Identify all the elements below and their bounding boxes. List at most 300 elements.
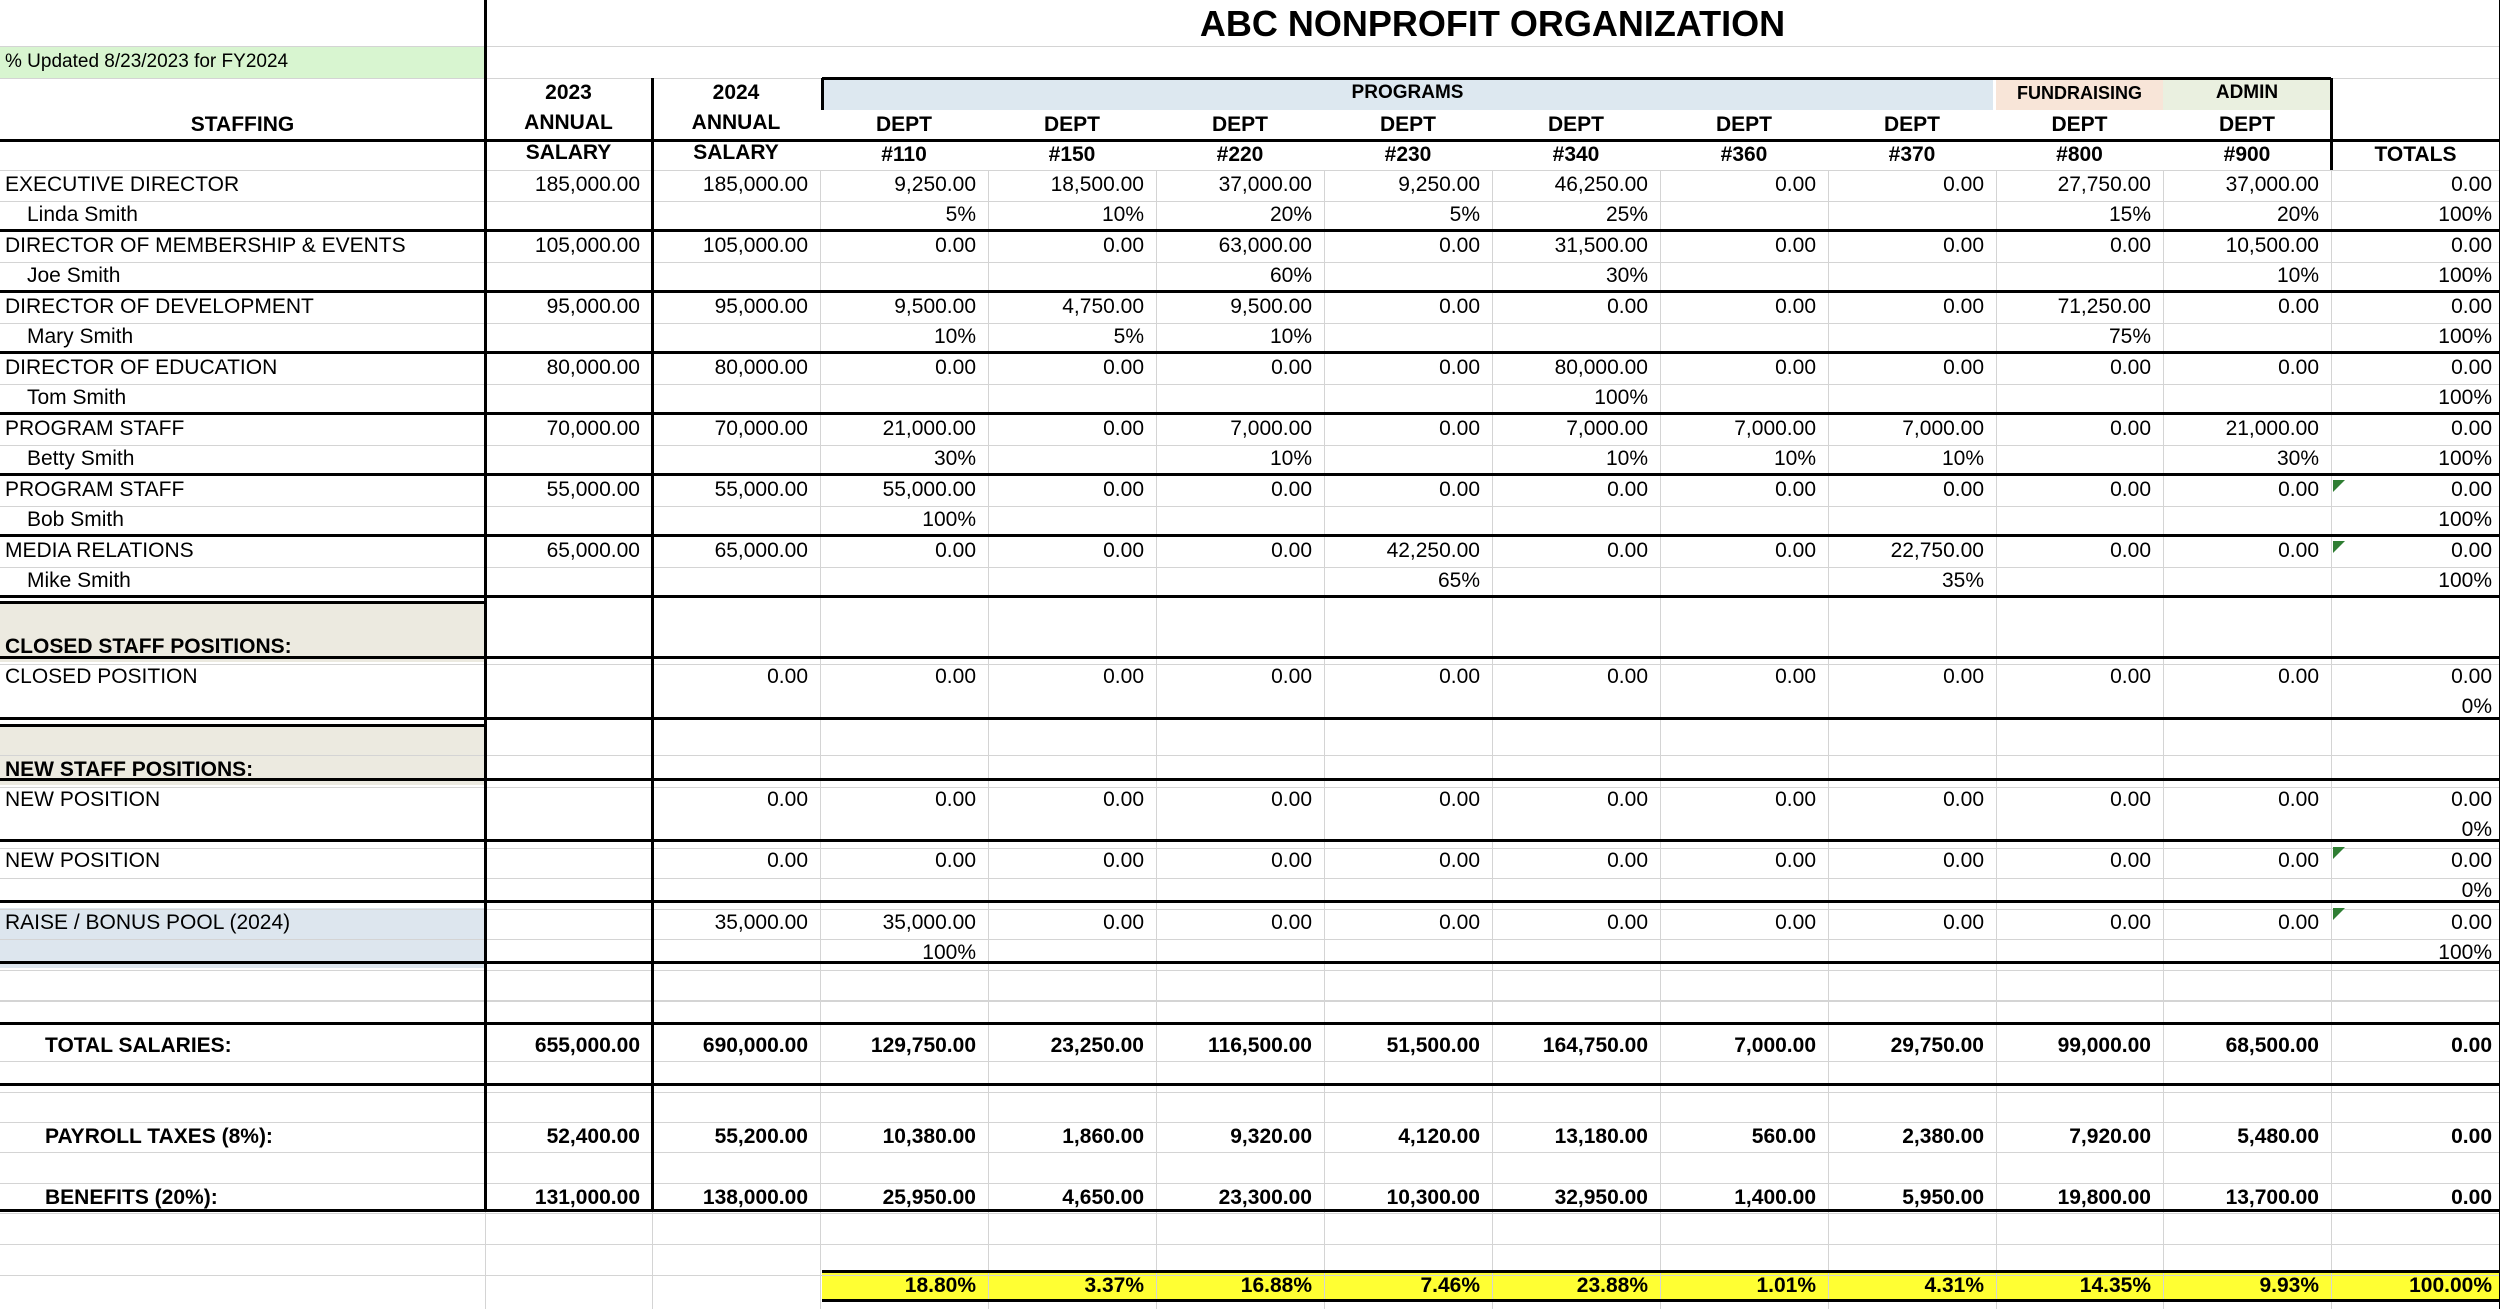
dept-value[interactable]: 0.00: [1943, 234, 1984, 257]
dept-header[interactable]: DEPT: [875, 113, 932, 136]
dept-percent[interactable]: [1828, 505, 1996, 535]
dept-header[interactable]: #370: [1888, 143, 1936, 166]
row-total-percent[interactable]: 0%: [2461, 879, 2492, 902]
grand-total[interactable]: 0.00: [2451, 1034, 2492, 1057]
dept-value[interactable]: 42,250.00: [1386, 539, 1480, 562]
new-section-label[interactable]: NEW STAFF POSITIONS:: [5, 758, 254, 781]
row-total[interactable]: 0.00: [2451, 665, 2492, 688]
dept-percent[interactable]: [988, 383, 1156, 413]
total-2024[interactable]: 690,000.00: [702, 1034, 808, 1057]
staff-title[interactable]: MEDIA RELATIONS: [5, 539, 194, 562]
dept-percent[interactable]: 100%: [1594, 386, 1648, 409]
dept-total[interactable]: 13,700.00: [2225, 1186, 2319, 1209]
dept-value[interactable]: 0.00: [1439, 788, 1480, 811]
dept-header[interactable]: DEPT: [2051, 113, 2108, 136]
staff-name[interactable]: Mike Smith: [27, 569, 131, 592]
salary-2023[interactable]: 105,000.00: [534, 234, 640, 257]
dept-value[interactable]: 0.00: [1943, 665, 1984, 688]
dept-value[interactable]: 0.00: [1103, 911, 1144, 934]
admin-header[interactable]: ADMIN: [2215, 82, 2279, 103]
total-2023[interactable]: 131,000.00: [534, 1186, 640, 1209]
dept-total[interactable]: 99,000.00: [2057, 1034, 2151, 1057]
dept-share-percent[interactable]: 23.88%: [1576, 1274, 1648, 1297]
dept-value[interactable]: 37,000.00: [2225, 173, 2319, 196]
dept-header[interactable]: #230: [1384, 143, 1432, 166]
dept-percent[interactable]: 5%: [1449, 203, 1480, 226]
dept-value[interactable]: 0.00: [935, 539, 976, 562]
dept-value[interactable]: 0.00: [1775, 911, 1816, 934]
dept-percent[interactable]: 30%: [2276, 447, 2319, 470]
dept-value[interactable]: 0.00: [935, 356, 976, 379]
dept-value[interactable]: 0.00: [2278, 295, 2319, 318]
dept-value[interactable]: 71,250.00: [2057, 295, 2151, 318]
dept-percent[interactable]: 20%: [1269, 203, 1312, 226]
dept-value[interactable]: 0.00: [1607, 539, 1648, 562]
total-label[interactable]: BENEFITS (20%):: [45, 1186, 218, 1209]
dept-percent[interactable]: [1324, 444, 1492, 474]
dept-percent[interactable]: [988, 566, 1156, 596]
dept-percent[interactable]: 10%: [1773, 447, 1816, 470]
dept-value[interactable]: 0.00: [1607, 911, 1648, 934]
staffing-header[interactable]: STAFFING: [190, 113, 295, 136]
dept-value[interactable]: 0.00: [935, 788, 976, 811]
dept-value[interactable]: 10,500.00: [2225, 234, 2319, 257]
dept-header[interactable]: #360: [1720, 143, 1768, 166]
dept-share-percent[interactable]: 18.80%: [904, 1274, 976, 1297]
staff-title[interactable]: DIRECTOR OF MEMBERSHIP & EVENTS: [5, 234, 406, 257]
dept-value[interactable]: 9,500.00: [1230, 295, 1312, 318]
dept-value[interactable]: 0.00: [2278, 849, 2319, 872]
dept-total[interactable]: 129,750.00: [870, 1034, 976, 1057]
dept-value[interactable]: 0.00: [2278, 478, 2319, 501]
dept-percent[interactable]: [1492, 566, 1660, 596]
dept-value[interactable]: 0.00: [1271, 788, 1312, 811]
dept-value[interactable]: 7,000.00: [1230, 417, 1312, 440]
dept-percent[interactable]: [2163, 505, 2331, 535]
salary-2023[interactable]: 95,000.00: [546, 295, 640, 318]
dept-value[interactable]: 0.00: [1943, 788, 1984, 811]
dept-total[interactable]: 9,320.00: [1230, 1125, 1312, 1148]
dept-percent[interactable]: 100%: [922, 508, 976, 531]
staff-name[interactable]: Joe Smith: [27, 264, 121, 287]
salary-2023[interactable]: 65,000.00: [546, 539, 640, 562]
dept-value[interactable]: 21,000.00: [2225, 417, 2319, 440]
dept-percent[interactable]: [1996, 261, 2163, 291]
dept-percent[interactable]: 30%: [1605, 264, 1648, 287]
dept-value[interactable]: 0.00: [1775, 234, 1816, 257]
dept-value[interactable]: 0.00: [1271, 478, 1312, 501]
dept-value[interactable]: 27,750.00: [2057, 173, 2151, 196]
dept-total[interactable]: 10,300.00: [1386, 1186, 1480, 1209]
programs-header[interactable]: PROGRAMS: [1351, 82, 1464, 103]
dept-value[interactable]: 46,250.00: [1554, 173, 1648, 196]
dept-header[interactable]: #220: [1216, 143, 1264, 166]
dept-value[interactable]: 0.00: [1775, 173, 1816, 196]
staff-title[interactable]: DIRECTOR OF DEVELOPMENT: [5, 295, 314, 318]
staff-name[interactable]: Betty Smith: [27, 447, 135, 470]
dept-share-percent[interactable]: 14.35%: [2079, 1274, 2151, 1297]
salary-year-header[interactable]: 2024: [712, 81, 760, 104]
dept-value[interactable]: 0.00: [1439, 295, 1480, 318]
dept-percent[interactable]: [1996, 505, 2163, 535]
dept-value[interactable]: 0.00: [1271, 849, 1312, 872]
dept-value[interactable]: 55,000.00: [882, 478, 976, 501]
dept-value[interactable]: 0.00: [1103, 849, 1144, 872]
dept-share-percent[interactable]: 16.88%: [1240, 1274, 1312, 1297]
dept-value[interactable]: 18,500.00: [1050, 173, 1144, 196]
dept-percent[interactable]: 35%: [1941, 569, 1984, 592]
salary-year-header[interactable]: ANNUAL: [524, 111, 613, 134]
dept-value[interactable]: 9,500.00: [894, 295, 976, 318]
dept-share-percent[interactable]: 9.93%: [2259, 1274, 2319, 1297]
dept-percent[interactable]: [1660, 383, 1828, 413]
dept-total[interactable]: 4,120.00: [1398, 1125, 1480, 1148]
comment-indicator-icon[interactable]: [2333, 541, 2345, 553]
dept-value[interactable]: 0.00: [1439, 665, 1480, 688]
dept-value[interactable]: 0.00: [2110, 788, 2151, 811]
salary-2024[interactable]: 0.00: [767, 849, 808, 872]
salary-2024[interactable]: 105,000.00: [702, 234, 808, 257]
dept-value[interactable]: 0.00: [1607, 849, 1648, 872]
dept-header[interactable]: #110: [881, 143, 927, 166]
dept-percent[interactable]: [1828, 322, 1996, 352]
salary-2023[interactable]: 80,000.00: [546, 356, 640, 379]
dept-total[interactable]: 7,920.00: [2069, 1125, 2151, 1148]
staff-title[interactable]: EXECUTIVE DIRECTOR: [5, 173, 240, 196]
staff-title[interactable]: PROGRAM STAFF: [5, 478, 185, 501]
dept-percent[interactable]: 30%: [933, 447, 976, 470]
dept-percent[interactable]: [2163, 566, 2331, 596]
dept-percent[interactable]: [1996, 566, 2163, 596]
dept-percent[interactable]: 20%: [2276, 203, 2319, 226]
totals-header[interactable]: TOTALS: [2374, 143, 2457, 166]
row-total[interactable]: 0.00: [2451, 356, 2492, 379]
dept-percent[interactable]: [1324, 505, 1492, 535]
dept-total[interactable]: 560.00: [1751, 1125, 1816, 1148]
dept-total[interactable]: 13,180.00: [1554, 1125, 1648, 1148]
dept-value[interactable]: 0.00: [2110, 234, 2151, 257]
dept-percent[interactable]: [1996, 383, 2163, 413]
dept-value[interactable]: 0.00: [2110, 417, 2151, 440]
dept-header[interactable]: DEPT: [1043, 113, 1100, 136]
position-title[interactable]: NEW POSITION: [5, 849, 161, 872]
row-total-percent[interactable]: 0%: [2461, 695, 2492, 718]
row-total-percent[interactable]: 100%: [2438, 264, 2492, 287]
staff-title[interactable]: DIRECTOR OF EDUCATION: [5, 356, 278, 379]
dept-percent[interactable]: [1492, 505, 1660, 535]
total-2024[interactable]: 55,200.00: [714, 1125, 808, 1148]
row-total[interactable]: 0.00: [2451, 234, 2492, 257]
dept-value[interactable]: 0.00: [1943, 173, 1984, 196]
salary-2024[interactable]: 185,000.00: [702, 173, 808, 196]
row-total[interactable]: 0.00: [2451, 295, 2492, 318]
total-2023[interactable]: 52,400.00: [546, 1125, 640, 1148]
row-total[interactable]: 0.00: [2451, 478, 2492, 501]
dept-total[interactable]: 19,800.00: [2057, 1186, 2151, 1209]
dept-value[interactable]: 0.00: [1943, 911, 1984, 934]
update-note[interactable]: % Updated 8/23/2023 for FY2024: [5, 51, 289, 72]
dept-percent[interactable]: [1828, 383, 1996, 413]
dept-value[interactable]: 0.00: [2278, 539, 2319, 562]
row-total-percent[interactable]: 100%: [2438, 203, 2492, 226]
comment-indicator-icon[interactable]: [2333, 847, 2345, 859]
dept-value[interactable]: 0.00: [2110, 539, 2151, 562]
dept-percent[interactable]: 10%: [1941, 447, 1984, 470]
dept-percent[interactable]: [988, 444, 1156, 474]
salary-2024[interactable]: 0.00: [767, 788, 808, 811]
dept-total[interactable]: 25,950.00: [882, 1186, 976, 1209]
dept-total[interactable]: 7,000.00: [1734, 1034, 1816, 1057]
dept-total[interactable]: 51,500.00: [1386, 1034, 1480, 1057]
staff-name[interactable]: Mary Smith: [27, 325, 134, 348]
dept-percent[interactable]: 10%: [1269, 325, 1312, 348]
dept-share-percent[interactable]: 4.31%: [1924, 1274, 1984, 1297]
dept-value[interactable]: 0.00: [935, 234, 976, 257]
dept-percent[interactable]: 15%: [2108, 203, 2151, 226]
row-total-percent[interactable]: 100%: [2438, 508, 2492, 531]
dept-value[interactable]: 0.00: [1271, 539, 1312, 562]
salary-2024[interactable]: 70,000.00: [714, 417, 808, 440]
dept-header[interactable]: DEPT: [1211, 113, 1268, 136]
dept-value[interactable]: 0.00: [935, 849, 976, 872]
dept-value[interactable]: 0.00: [1607, 788, 1648, 811]
salary-year-header[interactable]: SALARY: [693, 141, 779, 164]
dept-percent[interactable]: [1324, 261, 1492, 291]
staff-name[interactable]: Linda Smith: [27, 203, 138, 226]
dept-value[interactable]: 0.00: [1103, 788, 1144, 811]
dept-percent[interactable]: [2163, 383, 2331, 413]
salary-year-header[interactable]: 2023: [545, 81, 592, 104]
dept-total[interactable]: 23,250.00: [1050, 1034, 1144, 1057]
fundraising-header[interactable]: FUNDRAISING: [2017, 83, 2142, 103]
dept-percent[interactable]: [1660, 322, 1828, 352]
dept-value[interactable]: 0.00: [2110, 849, 2151, 872]
salary-year-header[interactable]: ANNUAL: [691, 111, 781, 134]
dept-value[interactable]: 0.00: [1439, 234, 1480, 257]
dept-value[interactable]: 0.00: [1775, 788, 1816, 811]
dept-total[interactable]: 164,750.00: [1542, 1034, 1648, 1057]
salary-2024[interactable]: 65,000.00: [714, 539, 808, 562]
dept-total[interactable]: 68,500.00: [2225, 1034, 2319, 1057]
dept-header[interactable]: DEPT: [1379, 113, 1436, 136]
dept-value[interactable]: 0.00: [1775, 356, 1816, 379]
dept-value[interactable]: 37,000.00: [1218, 173, 1312, 196]
dept-value[interactable]: 0.00: [1775, 295, 1816, 318]
dept-percent[interactable]: [988, 505, 1156, 535]
dept-value[interactable]: 0.00: [1439, 478, 1480, 501]
dept-value[interactable]: 0.00: [1271, 356, 1312, 379]
grand-total[interactable]: 0.00: [2451, 1125, 2492, 1148]
row-total-percent[interactable]: 100%: [2438, 569, 2492, 592]
salary-2023[interactable]: 55,000.00: [546, 478, 640, 501]
row-total[interactable]: 0.00: [2451, 173, 2492, 196]
dept-value[interactable]: 9,250.00: [1398, 173, 1480, 196]
dept-value[interactable]: 0.00: [1607, 295, 1648, 318]
dept-value[interactable]: 0.00: [2110, 478, 2151, 501]
dept-percent[interactable]: 100%: [922, 941, 976, 964]
salary-2024[interactable]: 0.00: [767, 665, 808, 688]
dept-total[interactable]: 10,380.00: [882, 1125, 976, 1148]
raise-title[interactable]: RAISE / BONUS POOL (2024): [5, 911, 291, 934]
dept-total[interactable]: 23,300.00: [1218, 1186, 1312, 1209]
row-total-percent[interactable]: 0%: [2461, 818, 2492, 841]
dept-value[interactable]: 0.00: [1943, 849, 1984, 872]
dept-value[interactable]: 63,000.00: [1218, 234, 1312, 257]
dept-value[interactable]: 7,000.00: [1734, 417, 1816, 440]
dept-percent[interactable]: 10%: [2276, 264, 2319, 287]
dept-percent[interactable]: 5%: [1113, 325, 1144, 348]
dept-value[interactable]: 0.00: [2278, 665, 2319, 688]
row-total[interactable]: 0.00: [2451, 417, 2492, 440]
dept-value[interactable]: 0.00: [1439, 849, 1480, 872]
dept-header[interactable]: #340: [1552, 143, 1600, 166]
dept-percent[interactable]: [1324, 322, 1492, 352]
dept-value[interactable]: 0.00: [1775, 478, 1816, 501]
dept-total[interactable]: 5,480.00: [2237, 1125, 2319, 1148]
dept-value[interactable]: 22,750.00: [1890, 539, 1984, 562]
staff-name[interactable]: Bob Smith: [27, 508, 124, 531]
dept-total[interactable]: 116,500.00: [1208, 1034, 1312, 1057]
dept-value[interactable]: 0.00: [1943, 478, 1984, 501]
dept-percent[interactable]: [988, 261, 1156, 291]
page-title[interactable]: ABC NONPROFIT ORGANIZATION: [1199, 3, 1786, 44]
dept-value[interactable]: 7,000.00: [1566, 417, 1648, 440]
dept-percent[interactable]: [1660, 566, 1828, 596]
dept-value[interactable]: 0.00: [2110, 356, 2151, 379]
dept-value[interactable]: 0.00: [2278, 788, 2319, 811]
closed-section-label[interactable]: CLOSED STAFF POSITIONS:: [5, 635, 292, 658]
dept-percent[interactable]: [1660, 261, 1828, 291]
dept-value[interactable]: 0.00: [2110, 665, 2151, 688]
row-total[interactable]: 0.00: [2451, 788, 2492, 811]
dept-percent[interactable]: 25%: [1605, 203, 1648, 226]
dept-value[interactable]: 0.00: [1775, 539, 1816, 562]
dept-percent[interactable]: [1324, 383, 1492, 413]
position-title[interactable]: CLOSED POSITION: [5, 665, 198, 688]
row-total[interactable]: 0.00: [2451, 539, 2492, 562]
row-total-percent[interactable]: 100%: [2438, 941, 2492, 964]
salary-2024[interactable]: 55,000.00: [714, 478, 808, 501]
dept-value[interactable]: 0.00: [1103, 665, 1144, 688]
dept-percent[interactable]: 5%: [945, 203, 976, 226]
dept-value[interactable]: 0.00: [1775, 849, 1816, 872]
dept-header[interactable]: #150: [1048, 143, 1096, 166]
dept-value[interactable]: 0.00: [2278, 911, 2319, 934]
dept-percent[interactable]: 75%: [2108, 325, 2151, 348]
dept-header[interactable]: DEPT: [1715, 113, 1772, 136]
dept-value[interactable]: 0.00: [1943, 295, 1984, 318]
dept-percent[interactable]: [1828, 261, 1996, 291]
total-2023[interactable]: 655,000.00: [534, 1034, 640, 1057]
dept-total[interactable]: 29,750.00: [1890, 1034, 1984, 1057]
staff-title[interactable]: PROGRAM STAFF: [5, 417, 185, 440]
dept-value[interactable]: 0.00: [1439, 356, 1480, 379]
total-2024[interactable]: 138,000.00: [702, 1186, 808, 1209]
position-title[interactable]: NEW POSITION: [5, 788, 161, 811]
salary-2023[interactable]: 70,000.00: [546, 417, 640, 440]
dept-value[interactable]: 0.00: [1103, 356, 1144, 379]
dept-share-percent[interactable]: 1.01%: [1756, 1274, 1816, 1297]
dept-value[interactable]: 0.00: [1271, 911, 1312, 934]
dept-percent[interactable]: [1492, 322, 1660, 352]
dept-percent[interactable]: [1660, 200, 1828, 230]
dept-total[interactable]: 32,950.00: [1554, 1186, 1648, 1209]
dept-value[interactable]: 0.00: [1103, 478, 1144, 501]
dept-value[interactable]: 0.00: [935, 665, 976, 688]
dept-value[interactable]: 0.00: [1103, 417, 1144, 440]
dept-percent[interactable]: [1156, 383, 1324, 413]
row-total[interactable]: 0.00: [2451, 849, 2492, 872]
salary-year-header[interactable]: SALARY: [525, 141, 612, 164]
dept-value[interactable]: 31,500.00: [1554, 234, 1648, 257]
salary-2024[interactable]: 95,000.00: [714, 295, 808, 318]
dept-share-total[interactable]: 100.00%: [2409, 1274, 2492, 1297]
comment-indicator-icon[interactable]: [2333, 908, 2345, 920]
salary-2024[interactable]: 35,000.00: [714, 911, 808, 934]
row-total-percent[interactable]: 100%: [2438, 325, 2492, 348]
dept-percent[interactable]: [1996, 444, 2163, 474]
dept-value[interactable]: 0.00: [1607, 665, 1648, 688]
salary-2023[interactable]: 185,000.00: [534, 173, 640, 196]
dept-value[interactable]: 35,000.00: [882, 911, 976, 934]
dept-share-percent[interactable]: 3.37%: [1084, 1274, 1144, 1297]
dept-value[interactable]: 0.00: [1439, 911, 1480, 934]
dept-share-percent[interactable]: 7.46%: [1420, 1274, 1480, 1297]
dept-total[interactable]: 5,950.00: [1902, 1186, 1984, 1209]
dept-value[interactable]: 9,250.00: [894, 173, 976, 196]
dept-header[interactable]: DEPT: [1883, 113, 1940, 136]
dept-total[interactable]: 2,380.00: [1902, 1125, 1984, 1148]
dept-value[interactable]: 0.00: [1607, 478, 1648, 501]
dept-value[interactable]: 0.00: [1943, 356, 1984, 379]
dept-percent[interactable]: [1156, 505, 1324, 535]
dept-value[interactable]: 0.00: [1271, 665, 1312, 688]
dept-percent[interactable]: 10%: [1269, 447, 1312, 470]
dept-percent[interactable]: 65%: [1437, 569, 1480, 592]
staff-name[interactable]: Tom Smith: [27, 386, 127, 409]
row-total-percent[interactable]: 100%: [2438, 386, 2492, 409]
dept-percent[interactable]: 10%: [933, 325, 976, 348]
dept-value[interactable]: 80,000.00: [1554, 356, 1648, 379]
dept-percent[interactable]: 10%: [1605, 447, 1648, 470]
grand-total[interactable]: 0.00: [2451, 1186, 2492, 1209]
row-total[interactable]: 0.00: [2451, 911, 2492, 934]
salary-2024[interactable]: 80,000.00: [714, 356, 808, 379]
dept-percent[interactable]: 10%: [1101, 203, 1144, 226]
dept-header[interactable]: #800: [2056, 143, 2103, 166]
dept-header[interactable]: #900: [2223, 143, 2271, 166]
dept-value[interactable]: 0.00: [1103, 234, 1144, 257]
comment-indicator-icon[interactable]: [2333, 480, 2345, 492]
dept-percent[interactable]: [820, 383, 988, 413]
dept-percent[interactable]: [1156, 566, 1324, 596]
dept-value[interactable]: 0.00: [1775, 665, 1816, 688]
dept-value[interactable]: 0.00: [2278, 356, 2319, 379]
total-label[interactable]: TOTAL SALARIES:: [45, 1034, 232, 1057]
dept-percent[interactable]: [1828, 200, 1996, 230]
dept-percent[interactable]: [1660, 505, 1828, 535]
dept-value[interactable]: 0.00: [1439, 417, 1480, 440]
dept-percent[interactable]: [820, 566, 988, 596]
dept-value[interactable]: 0.00: [1103, 539, 1144, 562]
row-total-percent[interactable]: 100%: [2438, 447, 2492, 470]
dept-header[interactable]: DEPT: [1547, 113, 1604, 136]
dept-value[interactable]: 21,000.00: [882, 417, 976, 440]
dept-total[interactable]: 1,860.00: [1062, 1125, 1144, 1148]
dept-header[interactable]: DEPT: [2218, 113, 2275, 136]
dept-percent[interactable]: [820, 261, 988, 291]
dept-value[interactable]: 7,000.00: [1902, 417, 1984, 440]
